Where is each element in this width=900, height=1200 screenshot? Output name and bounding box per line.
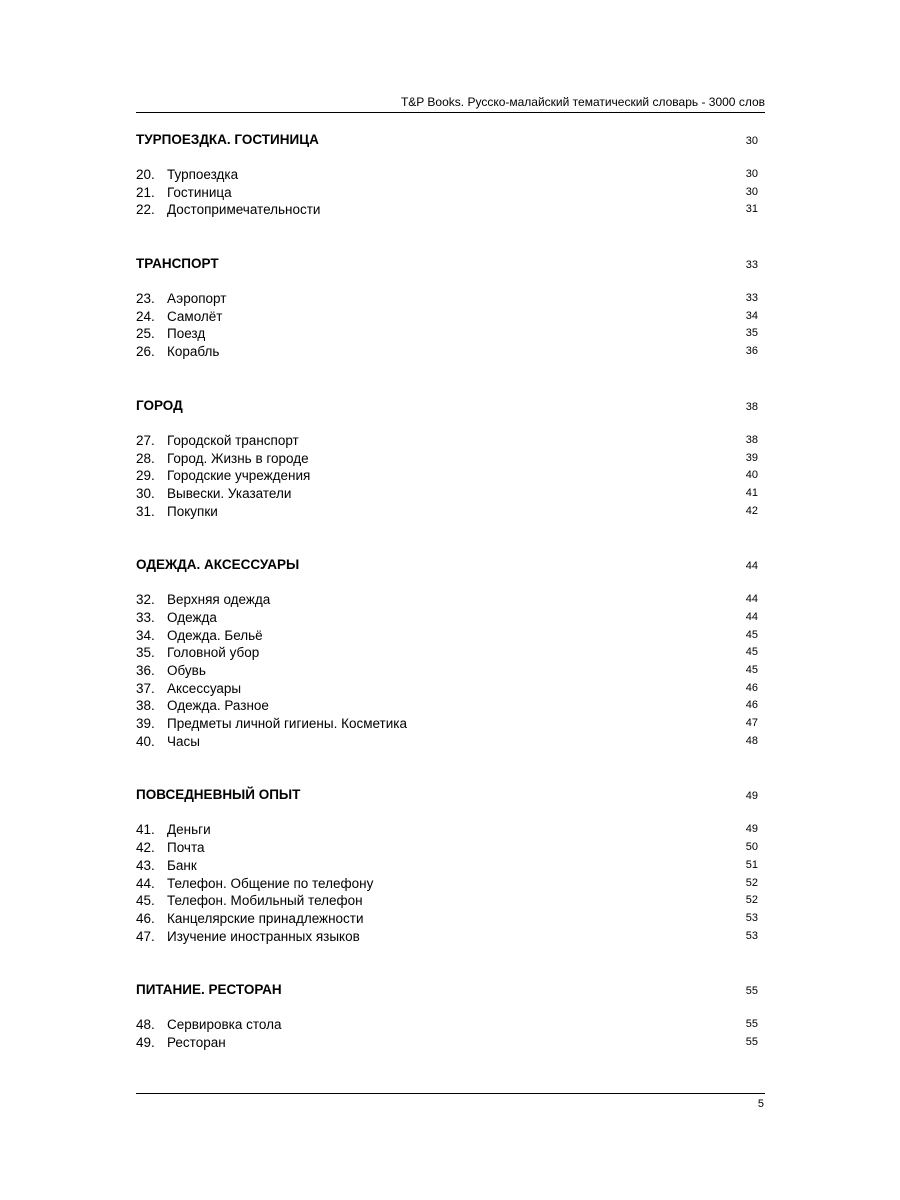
entry-page-number: 46: [745, 681, 758, 694]
entry-label: Турпоездка: [167, 167, 239, 182]
toc-entry: [136, 609, 758, 627]
toc-entry: [136, 662, 758, 680]
entry-page-number: 45: [745, 646, 758, 659]
entry-label: Одежда. Бельё: [167, 627, 263, 643]
toc-entry: [136, 467, 758, 485]
entry-number: 34.: [136, 627, 155, 643]
entry-label: Часы: [167, 733, 200, 749]
entry-label: Самолёт: [167, 308, 223, 324]
entry-page-number: 55: [745, 1035, 758, 1048]
entry-label: Одежда. Разное: [167, 698, 269, 714]
entry-page-number: 50: [745, 841, 758, 854]
entry-page-number: 45: [745, 628, 758, 641]
entry-number: 22.: [136, 202, 155, 218]
section-title: ТРАНСПОРТ: [136, 256, 219, 272]
toc-entry: [136, 201, 758, 219]
toc-entry: [136, 928, 758, 946]
entry-page-number: 34: [745, 309, 758, 322]
entry-number: 27.: [136, 432, 155, 448]
entry-label: Ресторан: [167, 1034, 226, 1050]
entry-page-number: 30: [745, 185, 758, 198]
entry-number: 26.: [136, 344, 155, 360]
toc-entry: [136, 503, 758, 521]
entry-label: Покупки: [167, 503, 218, 519]
entry-number: 30.: [136, 485, 155, 501]
entry-number: 41.: [136, 822, 155, 838]
entry-label: Канцелярские принадлежности: [167, 910, 364, 926]
section-spacer: [136, 219, 758, 254]
toc-entry: [136, 892, 758, 910]
toc-entry: [136, 325, 758, 343]
entry-label: Аксессуары: [167, 680, 242, 696]
toc-section: [136, 555, 758, 750]
entry-number: 23.: [136, 291, 155, 307]
section-page-number: 49: [745, 790, 758, 803]
entry-label: Телефон. Общение по телефону: [167, 875, 374, 891]
table-of-contents: [136, 130, 758, 1052]
toc-entry: [136, 308, 758, 326]
toc-entry: [136, 343, 758, 361]
section-heading: [136, 254, 758, 274]
section-spacer: [136, 750, 758, 785]
entry-page-number: 30: [745, 168, 758, 180]
entry-page-number: 46: [745, 699, 758, 712]
toc-entry: [136, 715, 758, 733]
entry-number: 28.: [136, 450, 155, 466]
entry-label: Предметы личной гигиены. Косметика: [167, 716, 407, 732]
section-heading: [136, 130, 758, 150]
entry-label: Городские учреждения: [167, 468, 311, 484]
entry-number: 49.: [136, 1034, 155, 1050]
entry-page-number: 36: [745, 345, 758, 358]
entry-label: Достопримечательности: [167, 202, 321, 218]
toc-entry: [136, 857, 758, 875]
section-heading: [136, 980, 758, 1000]
toc-entry: [136, 184, 758, 202]
entry-page-number: 53: [745, 929, 758, 942]
toc-entry: [136, 733, 758, 751]
toc-section: [136, 980, 758, 1051]
entry-number: 36.: [136, 663, 155, 678]
toc-entry: [136, 1016, 758, 1034]
entry-number: 33.: [136, 609, 155, 625]
toc-entry: [136, 627, 758, 645]
toc-entry: [136, 450, 758, 468]
entry-number: 43.: [136, 857, 155, 873]
entry-page-number: 41: [745, 486, 758, 499]
entry-number: 20.: [136, 167, 155, 182]
entry-page-number: 33: [745, 292, 758, 305]
entry-number: 35.: [136, 645, 155, 661]
entry-page-number: 53: [745, 911, 758, 924]
entry-page-number: 55: [745, 1018, 758, 1031]
entry-label: Поезд: [167, 326, 206, 342]
section-heading: [136, 396, 758, 416]
entry-label: Вывески. Указатели: [167, 485, 292, 501]
entry-label: Сервировка стола: [167, 1017, 282, 1033]
entry-number: 25.: [136, 326, 155, 342]
entry-number: 46.: [136, 910, 155, 926]
entry-label: Верхняя одежда: [167, 592, 271, 608]
entry-number: 31.: [136, 503, 155, 519]
entry-page-number: 35: [745, 327, 758, 340]
section-heading: [136, 555, 758, 575]
entry-label: Обувь: [167, 663, 206, 678]
entry-page-number: 42: [745, 504, 758, 517]
entry-page-number: 31: [745, 203, 758, 216]
entry-number: 38.: [136, 698, 155, 714]
entry-page-number: 45: [745, 664, 758, 676]
entry-page-number: 44: [745, 593, 758, 606]
entry-page-number: 51: [745, 858, 758, 871]
toc-section: [136, 785, 758, 945]
entry-label: Деньги: [167, 822, 211, 838]
toc-section: [136, 130, 758, 219]
entry-label: Корабль: [167, 344, 220, 360]
toc-entry: [136, 166, 758, 184]
entry-number: 21.: [136, 184, 155, 200]
toc-entry: [136, 697, 758, 715]
entry-label: Головной убор: [167, 645, 260, 661]
section-page-number: 44: [745, 560, 758, 573]
toc-entry: [136, 875, 758, 893]
running-header: T&P Books. Русско-малайский тематический словарь - 3000 слов: [400, 95, 765, 109]
entry-number: 42.: [136, 840, 155, 856]
entry-page-number: 40: [745, 469, 758, 482]
toc-entry: [136, 839, 758, 857]
section-page-number: 55: [745, 985, 758, 998]
entry-label: Аэропорт: [167, 291, 227, 307]
section-page-number: 33: [745, 259, 758, 272]
toc-entry: [136, 591, 758, 609]
toc-entry: [136, 910, 758, 928]
toc-section: [136, 254, 758, 361]
section-title: ПОВСЕДНЕВНЫЙ ОПЫТ: [136, 787, 301, 803]
entry-label: Городской транспорт: [167, 432, 299, 448]
entry-number: 29.: [136, 468, 155, 484]
section-spacer: [136, 945, 758, 980]
entry-label: Изучение иностранных языков: [167, 928, 360, 944]
entry-page-number: 52: [745, 894, 758, 907]
entry-number: 24.: [136, 308, 155, 324]
section-page-number: 38: [745, 400, 758, 413]
entry-number: 48.: [136, 1017, 155, 1033]
toc-entry: [136, 680, 758, 698]
toc-entry: [136, 821, 758, 839]
section-title: ОДЕЖДА. АКСЕССУАРЫ: [136, 557, 300, 573]
entry-page-number: 49: [745, 823, 758, 836]
entry-page-number: 44: [745, 610, 758, 623]
entry-page-number: 38: [745, 433, 758, 446]
entry-number: 47.: [136, 928, 155, 944]
entry-number: 45.: [136, 893, 155, 909]
entry-number: 32.: [136, 592, 155, 608]
toc-entry: [136, 1034, 758, 1052]
toc-section: [136, 396, 758, 520]
toc-entry: [136, 644, 758, 662]
entry-label: Город. Жизнь в городе: [167, 450, 309, 466]
entry-number: 37.: [136, 680, 155, 696]
footer-rule: [136, 1093, 765, 1094]
header-rule: [136, 112, 765, 113]
section-spacer: [136, 361, 758, 396]
entry-page-number: 39: [745, 451, 758, 464]
section-title: ПИТАНИЕ. РЕСТОРАН: [136, 982, 282, 998]
section-title: ТУРПОЕЗДКА. ГОСТИНИЦА: [136, 132, 319, 147]
entry-number: 40.: [136, 733, 155, 749]
section-title: ГОРОД: [136, 397, 183, 413]
toc-entry: [136, 290, 758, 308]
entry-number: 39.: [136, 716, 155, 732]
entry-page-number: 48: [745, 734, 758, 747]
page-number: 5: [757, 1098, 764, 1110]
section-heading: [136, 785, 758, 805]
entry-label: Банк: [167, 857, 197, 873]
section-page-number: 30: [745, 135, 758, 147]
toc-entry: [136, 432, 758, 450]
entry-page-number: 52: [745, 876, 758, 889]
entry-label: Одежда: [167, 609, 217, 625]
entry-page-number: 47: [745, 717, 758, 730]
entry-label: Почта: [167, 840, 205, 856]
toc-entry: [136, 485, 758, 503]
section-spacer: [136, 520, 758, 555]
entry-label: Телефон. Мобильный телефон: [167, 893, 363, 909]
entry-label: Гостиница: [167, 184, 232, 200]
entry-number: 44.: [136, 875, 155, 891]
